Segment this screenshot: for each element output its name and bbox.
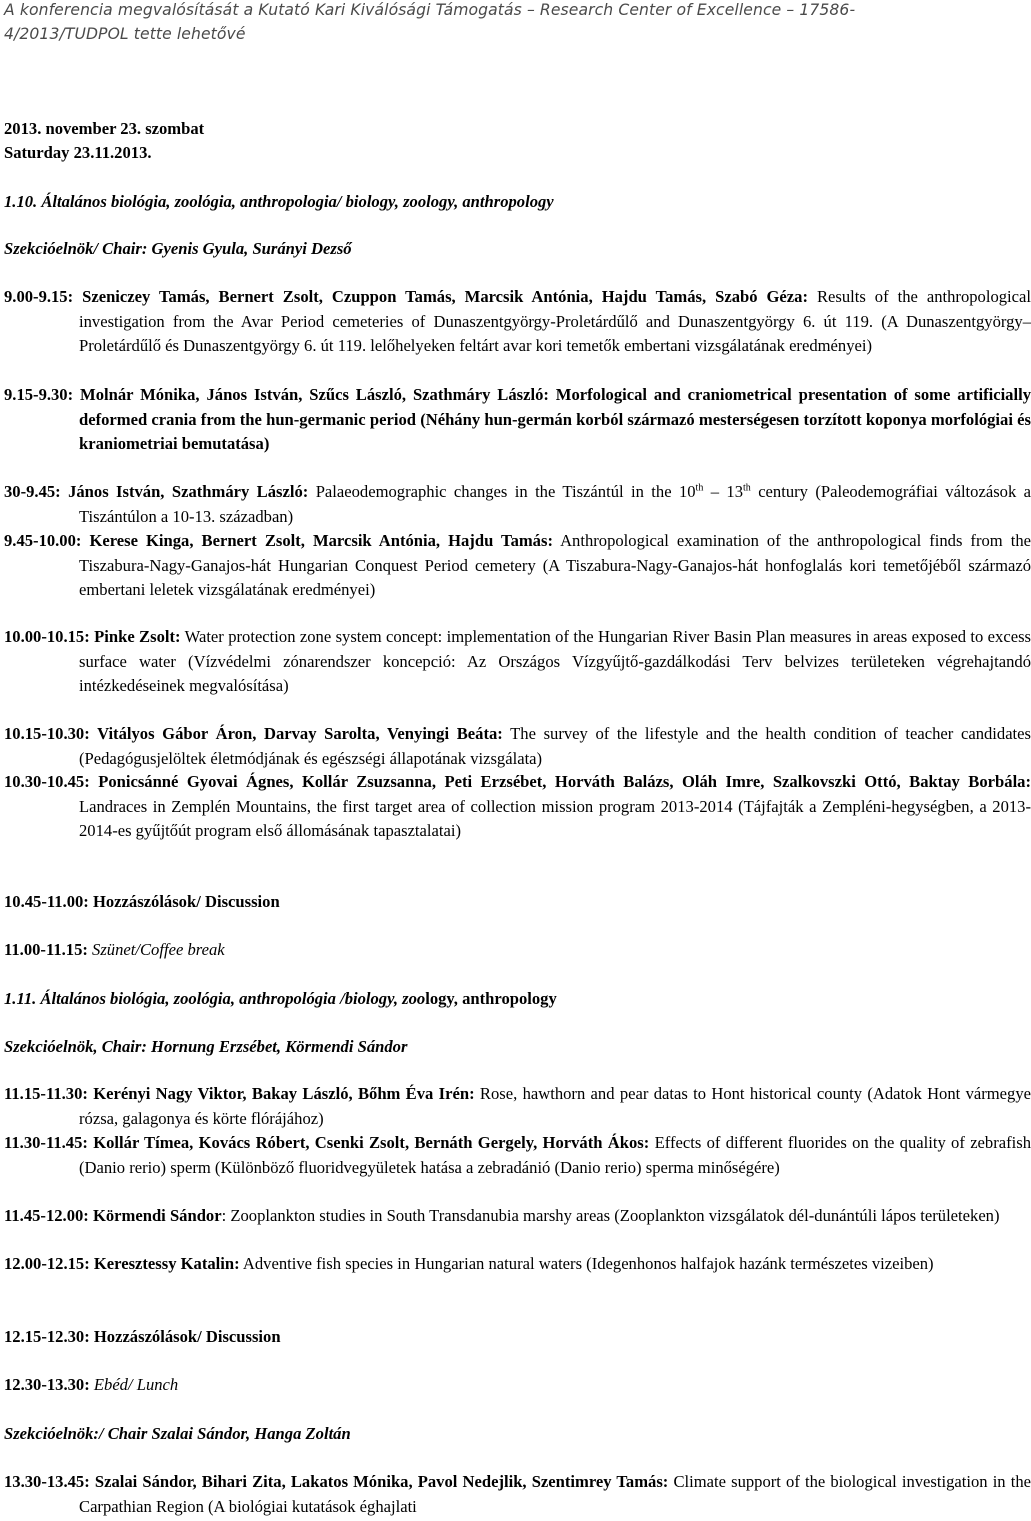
section-1-title: 1.10. Általános biológia, zoológia, anthropologia/ biology, zoology, anthropology [4, 192, 554, 211]
item-authors: Keresztessy Katalin: [93, 1254, 240, 1273]
item-authors: : Pinke Zsolt: [84, 627, 181, 646]
item-time: 10.00-10.15 [4, 627, 85, 646]
section-3-chair: Szekcióelnök:/ Chair Szalai Sándor, Hanga Zoltán [4, 1424, 351, 1443]
program-item [4, 1470, 1031, 1519]
break-label: Szünet/Coffee break [87, 940, 225, 959]
item-time: 12.00-12.15: [4, 1254, 94, 1273]
lunch-slot [4, 1373, 956, 1398]
item-time: 13.30-13.45: [4, 1472, 95, 1491]
item-time: 10.15-10.30 [4, 724, 85, 743]
item-time: 10.45-11.00 [4, 892, 84, 911]
program-item [4, 1082, 1031, 1131]
item-authors: : Vitályos Gábor Áron, Darvay Sarolta, Venyingi Beáta: [84, 724, 503, 743]
item-authors: Kollár Tímea, Kovács Róbert, Csenki Zsolt, Bernáth Gergely, Horváth Ákos: [93, 1133, 650, 1152]
discussion-slot [4, 1325, 956, 1350]
discussion-label: Hozzászólások/ Discussion [93, 1327, 281, 1346]
item-authors: Körmendi Sándor [92, 1206, 222, 1225]
program-item [4, 529, 1031, 603]
item-title: Climate support of the biological investigation in the Carpathian Region (A biológiai kutatások éghajlati [79, 1472, 1031, 1516]
program-item [4, 285, 1031, 359]
funding-header [4, 0, 954, 46]
item-time: 11.45-12.00: [4, 1206, 93, 1225]
item-title: Adventive fish species in Hungarian natural waters (Idegenhonos halfajok hazánk természetes vizeiben) [239, 1254, 934, 1273]
program-item [4, 480, 1031, 529]
item-time: 9.45-10.00: [4, 531, 82, 550]
item-title: Water protection zone system concept: implementation of the Hungarian River Basin Plan measures in areas exposed to excess surface water (Vízvédelmi zónarendszer koncepció: Az Országos Vízgyűjtő-gazdálkodási Terv belvizes területeken végrehajtandó intézkedéseinek megvalósítása) [79, 627, 1031, 695]
lunch-label: Ebéd/ Lunch [89, 1375, 179, 1394]
item-title: Rose, hawthorn and pear datas to Hont historical county (Adatok Hont vármegye rózsa, galagonya és körte flórájához) [79, 1084, 1031, 1128]
item-title: – 13 [703, 482, 744, 501]
date-hungarian: 2013. november 23. szombat [4, 119, 205, 138]
program-item [4, 1204, 1031, 1229]
program-item [4, 1252, 1031, 1277]
item-authors: : Ponicsánné Gyovai Ágnes, Kollár Zsuzsanna, Peti Erzsébet, Horváth Balázs, Oláh Imre, Szalkovszki Ottó, Baktay Borbála: [84, 772, 1031, 791]
program-item [4, 625, 1031, 699]
item-title: Anthropological examination of the anthropological finds from the Tiszabura-Nagy-Ganajos-hát Hungarian Conquest Period cemetery (A Tiszabura-Nagy-Ganajos-hát honfoglalás kori temetőjéből származó embertani leletek vizsgálatának eredményei) [79, 531, 1031, 599]
item-title: The survey of the lifestyle and the health condition of teacher candidates (Pedagógusjelöltek életmódjának és egészségi állapotának vizsgálata) [79, 724, 1031, 768]
item-time: 12.30-13.30: [4, 1375, 90, 1394]
item-title: century (Paleodemográfiai változások a Tiszántúlon a 10-13. században) [79, 482, 1031, 526]
item-time: 10.30-10.45 [4, 772, 85, 791]
item-authors: Szeniczey Tamás, Bernert Zsolt, Czuppon Tamás, Marcsik Antónia, Hajdu Tamás, Szabó Géza: [73, 287, 808, 306]
item-time: 11.15-11.30: [4, 1084, 94, 1103]
header-line-2: 4/2013/TUDPOL tette lehetővé [4, 25, 246, 43]
date-english: Saturday 23.11.2013. [4, 143, 152, 162]
program-item [4, 1131, 1031, 1180]
item-title: Results of the anthropological investigation from the Avar Period cemeteries of Dunaszentgyörgy-Proletárdűlő and Dunaszentgyörgy 6. út 119. (A Dunaszentgyörgy–Proletárdűlő és Dunaszentgyörgy 6. út 119. lelőhelyeken feltárt avar kori temetők embertani vizsgálatának eredményei) [79, 287, 1031, 355]
section-2-title: 1.11. Általános biológia, zoológia, anthropológia /biology, zoology, anthropology [4, 989, 557, 1008]
item-title: Palaeodemographic changes in the Tiszántúl in the 10 [308, 482, 696, 501]
program-item [4, 722, 1031, 771]
item-time: 12.15-12.30: [4, 1327, 94, 1346]
item-title: : Zooplankton studies in South Transdanubia marshy areas (Zooplankton vizsgálatok dél-dunántúli lápos területeken) [221, 1206, 1000, 1225]
coffee-break-slot [4, 938, 956, 963]
program-item [4, 383, 1031, 457]
item-authors: Kerese Kinga, Bernert Zsolt, Marcsik Antónia, Hajdu Tamás: [81, 531, 553, 550]
item-time: 11.30-11.45: [4, 1133, 94, 1152]
item-time: 9.15-9.30: [4, 385, 74, 404]
program-item [4, 770, 1031, 844]
ordinal-suffix: th [695, 482, 704, 494]
section-1-chair: Szekcióelnök/ Chair: Gyenis Gyula, Surányi Dezső [4, 239, 352, 258]
item-authors: Kerényi Nagy Viktor, Bakay László, Bőhm Éva Irén: [93, 1084, 475, 1103]
discussion-label: : Hozzászólások/ Discussion [83, 892, 280, 911]
item-authors: Szalai Sándor, Bihari Zita, Lakatos Mónika, Pavol Nedejlik, Szentimrey Tamás: [94, 1472, 669, 1491]
discussion-slot [4, 890, 956, 915]
ordinal-suffix: th [743, 482, 751, 494]
item-title: Molnár Mónika, János István, Szűcs László, Szathmáry László: Morfological and craniometrical presentation of some artificially deformed crania from the hun-germanic period (Néhány hun-germán korból származó mesterségesen torzított koponya morfológiai és kraniometriai bemutatása) [73, 385, 1031, 453]
section-2-chair: Szekcióelnök, Chair: Hornung Erzsébet, Körmendi Sándor [4, 1037, 408, 1056]
item-time: 30-9.45: [4, 482, 61, 501]
item-title: Landraces in Zemplén Mountains, the first target area of collection mission program 2013-2014 (Tájfajták a Zempléni-hegységben, a 2013-2014-es gyűjtőút program első állomásának tapasztalatai) [79, 796, 1031, 840]
item-title: Effects of different fluorides on the quality of zebrafish (Danio rerio) sperm (Különböző fluoridvegyületek hatása a zebradánió (Danio rerio) sperma minőségére) [79, 1133, 1031, 1177]
header-line-1: A konferencia megvalósítását a Kutató Kari Kiválósági Támogatás – Research Center of Excellence – 17586- [4, 1, 856, 19]
item-time: 11.00-11.15: [4, 940, 88, 959]
item-time: 9.00-9.15: [4, 287, 74, 306]
item-authors: János István, Szathmáry László: [60, 482, 309, 501]
